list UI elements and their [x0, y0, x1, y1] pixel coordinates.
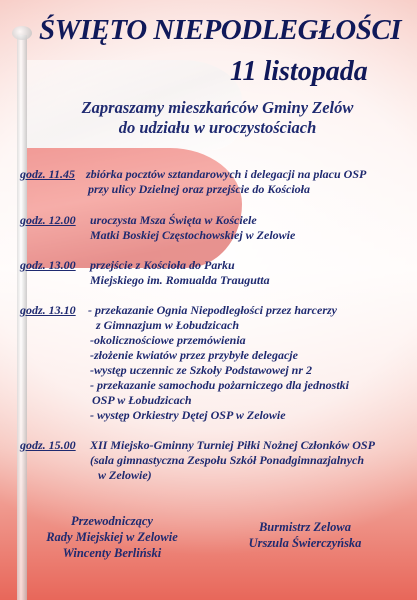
- program-time: godz. 11.45: [20, 167, 76, 181]
- invitation-line-2: do udziału w uroczystościach: [118, 118, 317, 137]
- program-line: XII Miejsko-Gminny Turniej Piłki Nożnej Członków OSP: [90, 438, 375, 452]
- program-line: -złożenie kwiatów przez przybyłe delegacje: [90, 348, 298, 362]
- program-line: z Gimnazjum w Łobudzicach: [96, 318, 240, 332]
- program-line: -okolicznościowe przemówienia: [90, 333, 246, 347]
- program-line: Matki Boskiej Częstochowskiej w Zelowie: [90, 228, 296, 242]
- signature-line: Przewodniczący: [71, 514, 153, 528]
- program-line: w Zelowie): [98, 468, 152, 482]
- program-line: - przekazanie samochodu pożarniczego dla jednostki: [90, 378, 350, 392]
- flag-pole-finial: [12, 26, 32, 40]
- event-date: 11 listopada: [230, 56, 368, 87]
- poster-title: ŚWIĘTO NIEPODLEGŁOŚCI: [38, 14, 401, 46]
- program-line: - przekazanie Ognia Niepodległości przez harcerzy: [88, 303, 337, 317]
- program-line: (sala gimnastyczna Zespołu Szkół Ponadgimnazjalnych: [90, 453, 365, 467]
- flag-red-stripe: [27, 148, 242, 268]
- program-line: OSP w Łobudzicach: [92, 393, 192, 407]
- program-time: godz. 12.00: [20, 213, 76, 227]
- invitation-text: [40, 98, 395, 138]
- program-line: Miejskiego im. Romualda Traugutta: [90, 273, 270, 287]
- signature-council-chairman: [22, 513, 202, 561]
- program-line: - występ Orkiestry Dętej OSP w Zelowie: [90, 408, 286, 422]
- program-line: przejście z Kościoła do Parku: [90, 258, 235, 272]
- signature-line: Urszula Świerczyńska: [248, 536, 362, 550]
- program-line: uroczysta Msza Święta w Kościele: [90, 213, 257, 227]
- signature-line: Burmistrz Zelowa: [258, 520, 352, 534]
- program-line: przy ulicy Dzielnej oraz przejście do Kościoła: [88, 182, 310, 196]
- invitation-line-1: Zapraszamy mieszkańców Gminy Zelów: [81, 98, 354, 117]
- program-line: -występ uczennic ze Szkoły Podstawowej nr 2: [90, 363, 313, 377]
- signature-line: Rady Miejskiej w Zelowie: [46, 530, 178, 544]
- signature-mayor: [215, 519, 395, 551]
- program-time: godz. 13.10: [20, 303, 76, 317]
- program-time: godz. 13.00: [20, 258, 76, 272]
- program-line: zbiórka pocztów sztandarowych i delegacji na placu OSP: [86, 167, 367, 181]
- signature-line: Wincenty Berliński: [62, 546, 162, 560]
- program-time: godz. 15.00: [20, 438, 76, 452]
